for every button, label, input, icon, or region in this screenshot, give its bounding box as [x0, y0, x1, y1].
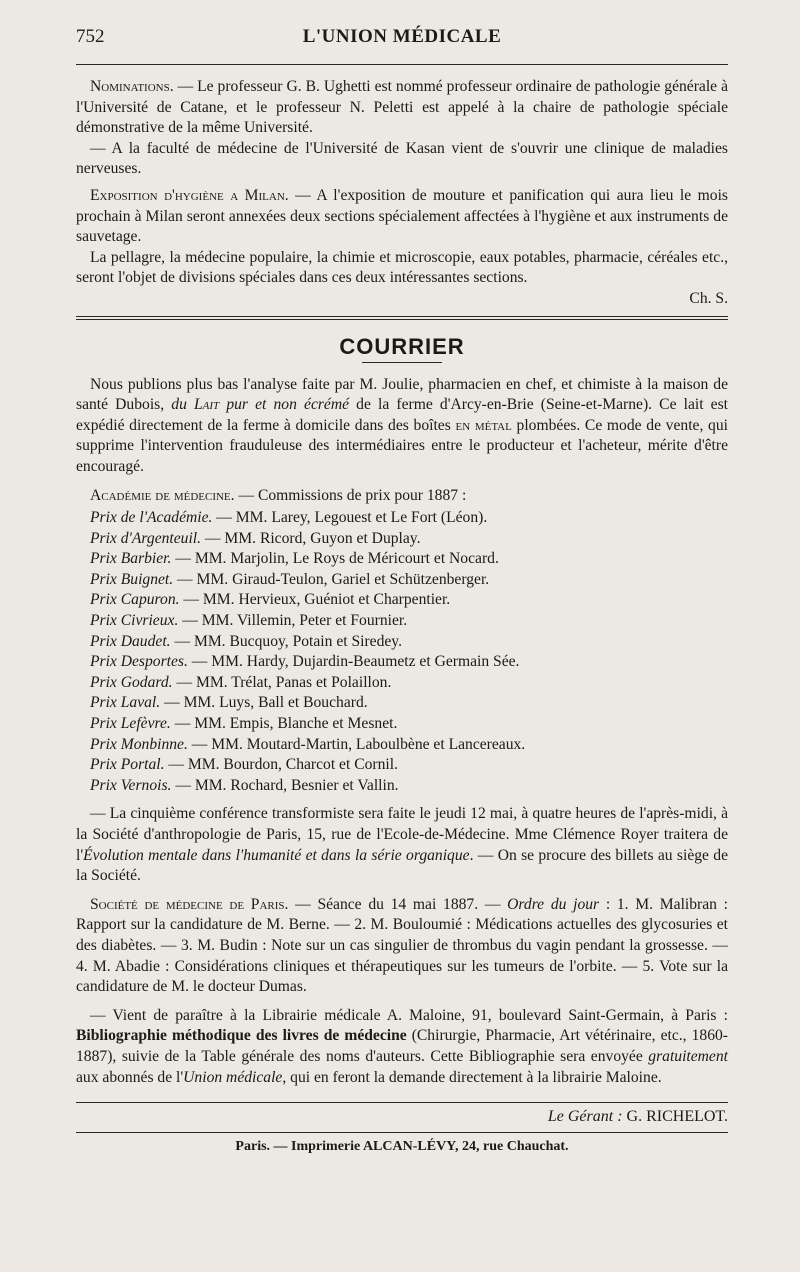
prix-list [90, 508, 728, 796]
societe-b: : 1. M. Malibran : Rapport sur la candidature de M. Berne. — 2. M. Bouloumié : Médications actuelles des glycosuries et des diabètes. — 3. M. Budin : Note sur un cas singulier de thrombus du vagin pendant la grossesse. — 4. M. Abadie : Considérations cliniques et thérapeutiques sur les tumeurs de l'orbite. — 5. Vote sur la candidature de M. le docteur Dumas. [76, 895, 728, 996]
conference-a: — La cinquième conférence transformiste sera faite le jeudi 12 mai, à quatre heures de l'après-midi, à la Société d'anthropologie de Paris, 15, rue de l'Ecole-de-Médecine. Mme Clémence Royer traitera de l' [76, 805, 728, 864]
prix-item [90, 529, 728, 550]
prix-name: Prix d'Argenteuil. [90, 529, 202, 547]
prix-item [90, 590, 728, 611]
prix-name: Prix Godard. [90, 673, 173, 691]
conference-italic: Évolution mentale dans l'humanité et dans la série organique [83, 846, 470, 864]
academie-text: — Commissions de prix pour 1887 : [234, 486, 467, 504]
courrier-intro-lait: Lait [194, 396, 220, 414]
prix-name: Prix Monbinne. [90, 735, 188, 753]
prix-name: Prix Desportes. [90, 653, 188, 671]
prix-members: — MM. Ricord, Guyon et Duplay. [201, 529, 421, 547]
courrier-intro-a: Nous publions plus bas l'analyse faite par M. Joulie, pharmacien en chef, et chimiste à la maison de santé Dubois, [76, 375, 728, 414]
librairie-paragraph [76, 1006, 728, 1088]
courrier-intro-pur: pur et non écrémé [219, 396, 350, 414]
prix-name: Prix Laval. [90, 694, 161, 712]
journal-title: L'UNION MÉDICALE [302, 26, 502, 47]
academie-lead: Académie de médecine. [90, 486, 235, 504]
librairie-bold-title: Bibliographie méthodique des livres de médecine [76, 1027, 407, 1045]
gerant-line [76, 1107, 728, 1128]
prix-members: — MM. Rochard, Besnier et Vallin. [171, 776, 399, 794]
prix-members: — MM. Bucquoy, Potain et Siredey. [170, 632, 402, 650]
nominations-paragraph [76, 77, 728, 139]
societe-lead: Société de médecine de Paris. [90, 895, 289, 913]
prix-name: Prix Vernois. [90, 776, 172, 794]
prix-members: — MM. Hardy, Dujardin-Beaumetz et Germain Sée. [187, 653, 520, 671]
signature: Ch. S. [689, 289, 728, 307]
exposition-paragraph [76, 186, 728, 248]
prix-name: Prix de l'Académie. [90, 509, 213, 527]
prix-item [90, 755, 728, 776]
academie-paragraph [76, 486, 728, 507]
header-rule [76, 64, 728, 65]
societe-a: — Séance du 14 mai 1887. — [288, 895, 508, 913]
footer-rule [76, 1102, 728, 1103]
pellagre-paragraph: La pellagre, la médecine populaire, la chimie et microscopie, eaux potables, pharmacie, céréales etc., seront l'objet de divisions spéciales dans ces deux intéressantes sections. [76, 248, 728, 287]
prix-item [90, 693, 728, 714]
societe-paragraph [76, 895, 728, 998]
prix-name: Prix Buignet. [90, 570, 174, 588]
running-head [76, 26, 728, 56]
prix-members: — MM. Larey, Legouest et Le Fort (Léon). [212, 509, 488, 527]
courrier-intro-b: de la ferme d'Arcy-en-Brie (Seine-et-Marne). Ce lait est expédié directement de la ferme à domicile dans des boîtes [76, 396, 728, 434]
prix-item [90, 632, 728, 653]
prix-item [90, 549, 728, 570]
conference-b: . — On se procure des billets au siège de la Société. [76, 846, 728, 885]
courrier-intro-metal: en métal [455, 416, 512, 434]
courrier-underline [362, 362, 442, 363]
exposition-lead: Exposition d'hygiène a Milan. [90, 186, 289, 204]
prix-name: Prix Lefèvre. [90, 715, 171, 733]
prix-name: Prix Capuron. [90, 591, 180, 609]
courrier-intro-c: plombées. Ce mode de vente, qui supprime l'intervention frauduleuse des intermédiaires entre le producteur et l'acheteur, mérite d'être encouragé. [76, 416, 728, 475]
printer-line: Paris. — Imprimerie ALCAN-LÉVY, 24, rue Chauchat. [235, 1138, 569, 1154]
prix-members: — MM. Giraud-Teulon, Gariel et Schützenberger. [173, 570, 490, 588]
prix-item [90, 611, 728, 632]
nominations-lead: Nominations. [90, 78, 174, 95]
librairie-c: aux abonnés de l' [76, 1068, 184, 1086]
courrier-intro-du: du [171, 396, 194, 414]
prix-members: — MM. Hervieux, Guéniot et Charpentier. [179, 591, 451, 609]
prix-name: Prix Daudet. [90, 632, 171, 650]
librairie-d: , qui en feront la demande directement à la librairie Maloine. [282, 1068, 662, 1086]
prix-name: Prix Barbier. [90, 550, 172, 568]
prix-members: — MM. Empis, Blanche et Mesnet. [170, 715, 398, 733]
prix-members: — MM. Trélat, Panas et Polaillon. [172, 673, 392, 691]
exposition-text: — A l'exposition de mouture et panification qui aura lieu le mois prochain à Milan seront annexées deux sections spécialement affectées à l'hygiène et aux instruments de sauvetage. [76, 186, 729, 246]
prix-name: Prix Civrieux. [90, 612, 179, 630]
prix-members: — MM. Moutard-Martin, Laboulbène et Lancereaux. [187, 735, 526, 753]
prix-members: — MM. Villemin, Peter et Fournier. [178, 612, 408, 630]
nominations-text: — Le professeur G. B. Ughetti est nommé professeur ordinaire de pathologie générale à l'Université de Catane, et le professeur N. Peletti est appelé à la chaire de pathologie spéciale démonstrative de la même Université. [76, 78, 728, 137]
prix-item [90, 570, 728, 591]
prix-members: — MM. Bourdon, Charcot et Cornil. [164, 756, 398, 774]
kasan-paragraph: — A la faculté de médecine de l'Université de Kasan vient de s'ouvrir une clinique de maladies nerveuses. [76, 139, 728, 178]
gerant-name: G. RICHELOT. [622, 1108, 728, 1126]
prix-members: — MM. Luys, Ball et Bouchard. [160, 694, 368, 712]
prix-item [90, 508, 728, 529]
librairie-a: — Vient de paraître à la Librairie médicale A. Maloine, 91, boulevard Saint-Germain, à Paris : [90, 1006, 728, 1024]
conference-paragraph [76, 804, 728, 886]
librairie-union: Union médicale [183, 1068, 283, 1086]
librairie-b: (Chirurgie, Pharmacie, Art vétérinaire, etc., 1860-1887), suivie de la Table générale des noms d'auteurs. Cette Bibliographie sera envoyée [76, 1027, 728, 1065]
prix-item [90, 714, 728, 735]
prix-item [90, 673, 728, 694]
prix-item [90, 735, 728, 756]
courrier-heading: COURRIER [339, 333, 465, 359]
section-double-rule [76, 316, 728, 320]
gerant-label: Le Gérant : [547, 1108, 623, 1126]
printer-rule [76, 1132, 728, 1133]
prix-item [90, 776, 728, 797]
page-number: 752 [76, 26, 105, 47]
librairie-gratuit: gratuitement [648, 1047, 728, 1065]
prix-members: — MM. Marjolin, Le Roys de Méricourt et Nocard. [171, 550, 499, 568]
societe-ordre: Ordre du jour [507, 895, 600, 913]
prix-item [90, 652, 728, 673]
courrier-intro [76, 375, 728, 478]
prix-name: Prix Portal. [90, 756, 165, 774]
